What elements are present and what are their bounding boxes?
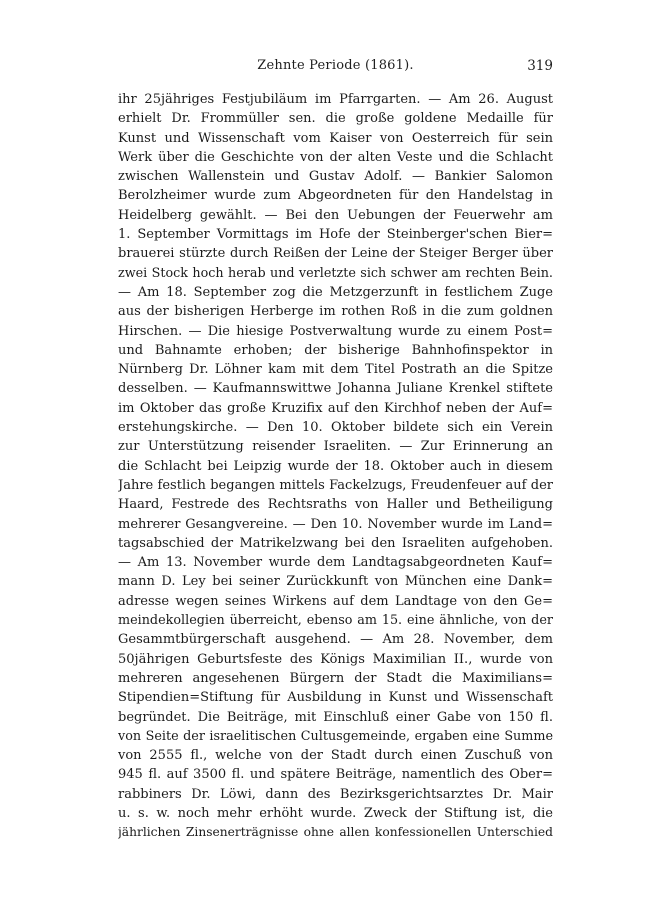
text-line: die Schlacht bei Leipzig wurde der 18. Oktober auch in diesem xyxy=(118,458,553,474)
text-line: erhielt Dr. Frommüller sen. die große goldene Medaille für xyxy=(118,111,553,127)
text-line: 945 fl. auf 3500 fl. und spätere Beiträge, namentlich des Ober= xyxy=(118,767,553,783)
text-line: Heidelberg gewählt. — Bei den Uebungen der Feuerwehr am xyxy=(118,207,553,223)
text-line: — Am 18. September zog die Metzgerzunft in festlichem Zuge xyxy=(118,284,553,300)
text-line: Berolzheimer wurde zum Abgeordneten für den Handelstag in xyxy=(118,188,553,204)
text-line: adresse wegen seines Wirkens auf dem Landtage von den Ge= xyxy=(118,593,553,609)
text-line: zwischen Wallenstein und Gustav Adolf. — Bankier Salomon xyxy=(118,169,553,185)
text-line: und Bahnamte erhoben; der bisherige Bahnhofinspektor in xyxy=(118,342,553,358)
text-line: mann D. Ley bei seiner Zurückkunft von München eine Dank= xyxy=(118,574,553,590)
text-line: rabbiners Dr. Löwi, dann des Bezirksgerichtsarztes Dr. Mair xyxy=(118,786,553,802)
text-line: Werk über die Geschichte von der alten Veste und die Schlacht xyxy=(118,149,553,165)
text-line: brauerei stürzte durch Reißen der Leine der Steiger Berger über xyxy=(118,246,553,262)
text-line: von Seite der israelitischen Cultusgemeinde, ergaben eine Summe xyxy=(118,728,553,744)
running-title: Zehnte Periode (1861). xyxy=(257,58,414,73)
text-line: Stipendien=Stiftung für Ausbildung in Kunst und Wissenschaft xyxy=(118,690,553,706)
text-line: — Am 13. November wurde dem Landtagsabgeordneten Kauf= xyxy=(118,555,553,571)
text-line: im Oktober das große Kruzifix auf den Kirchhof neben der Auf= xyxy=(118,400,553,416)
text-line: desselben. — Kaufmannswittwe Johanna Juliane Krenkel stiftete xyxy=(118,381,553,397)
text-line: zwei Stock hoch herab und verletzte sich schwer am rechten Bein. xyxy=(118,265,553,281)
body-text xyxy=(118,90,553,843)
text-line: von 2555 fl., welche von der Stadt durch einen Zuschuß von xyxy=(118,748,553,764)
text-line: u. s. w. noch mehr erhöht wurde. Zweck der Stiftung ist, die xyxy=(118,805,553,821)
text-line: Hirschen. — Die hiesige Postverwaltung wurde zu einem Post= xyxy=(118,323,553,339)
text-line: mehrerer Gesangvereine. — Den 10. November wurde im Land= xyxy=(118,516,553,532)
text-line: aus der bisherigen Herberge im rothen Roß in die zum goldnen xyxy=(118,304,553,320)
text-line: Haard, Festrede des Rechtsraths von Haller und Betheiligung xyxy=(118,497,553,513)
text-line: jährlichen Zinsenerträgnisse ohne allen konfessionellen Unterschied xyxy=(118,825,553,840)
text-line: Kunst und Wissenschaft vom Kaiser von Oesterreich für sein xyxy=(118,130,553,146)
page-number: 319 xyxy=(527,58,553,74)
text-line: meindekollegien überreicht, ebenso am 15. eine ähnliche, von der xyxy=(118,613,553,629)
text-line: Nürnberg Dr. Löhner kam mit dem Titel Postrath an die Spitze xyxy=(118,362,553,378)
text-line: tagsabschied der Matrikelzwang bei den Israeliten aufgehoben. xyxy=(118,535,553,551)
text-line: Gesammtbürgerschaft ausgehend. — Am 28. November, dem xyxy=(118,632,553,648)
text-line: begründet. Die Beiträge, mit Einschluß einer Gabe von 150 fl. xyxy=(118,709,553,725)
text-line: mehreren angesehenen Bürgern der Stadt die Maximilians= xyxy=(118,670,553,686)
page-header xyxy=(118,58,553,82)
text-line: ihr 25jähriges Festjubiläum im Pfarrgarten. — Am 26. August xyxy=(118,92,553,107)
text-line: Jahre festlich begangen mittels Fackelzugs, Freudenfeuer auf der xyxy=(118,477,553,493)
text-line: 1. September Vormittags im Hofe der Steinberger'schen Bier= xyxy=(118,227,553,243)
text-line: zur Unterstützung reisender Israeliten. — Zur Erinnerung an xyxy=(118,439,553,455)
text-line: 50jährigen Geburtsfeste des Königs Maximilian II., wurde von xyxy=(118,651,553,667)
text-line: erstehungskirche. — Den 10. Oktober bildete sich ein Verein xyxy=(118,420,553,436)
